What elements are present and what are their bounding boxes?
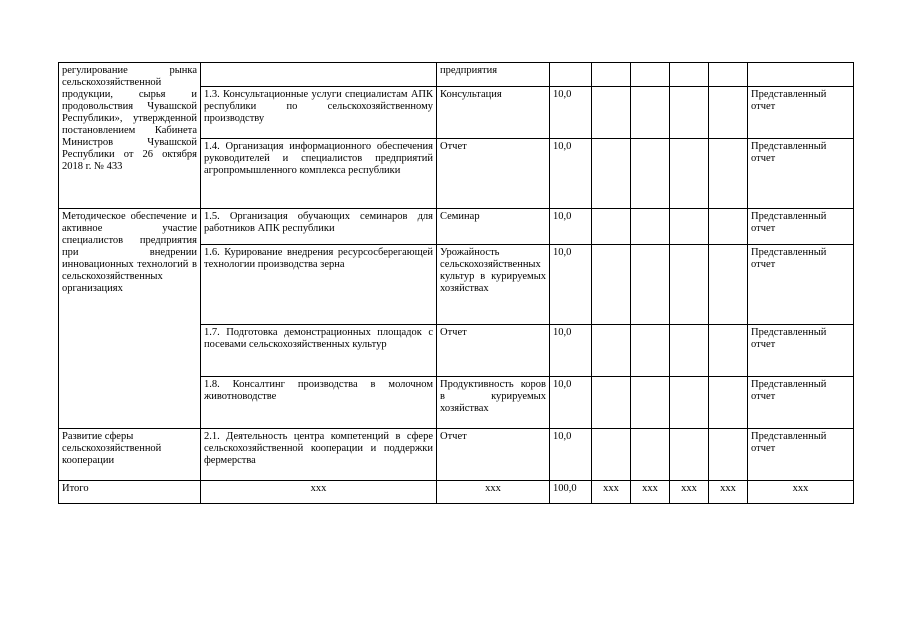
quarter-cell bbox=[631, 139, 670, 209]
indicator-text: предприятия bbox=[440, 65, 498, 76]
quarter-cell bbox=[709, 377, 748, 429]
indicator-cell bbox=[437, 63, 550, 87]
quarter-cell bbox=[631, 429, 670, 481]
table-row bbox=[59, 209, 854, 245]
result-cell bbox=[748, 139, 854, 209]
quarter-cell bbox=[670, 87, 709, 139]
task-cell bbox=[59, 209, 201, 429]
activity-text: 1.8. Консалтинг производства в молочном животноводстве bbox=[204, 379, 433, 402]
total-quarter-2: ххх bbox=[642, 483, 658, 494]
total-weight: 100,0 bbox=[553, 483, 577, 494]
quarter-cell bbox=[709, 139, 748, 209]
weight-text: 10,0 bbox=[553, 327, 572, 338]
total-result-cell bbox=[748, 481, 854, 504]
result-text: Представленный отчет bbox=[751, 141, 827, 164]
indicator-text: Продуктивность коров в курируемых хозяйствах bbox=[440, 379, 546, 414]
weight-cell bbox=[550, 63, 592, 87]
quarter-cell bbox=[670, 209, 709, 245]
total-weight-cell bbox=[550, 481, 592, 504]
activity-cell bbox=[201, 377, 437, 429]
quarter-cell bbox=[592, 209, 631, 245]
weight-text: 10,0 bbox=[553, 141, 572, 152]
table-row bbox=[59, 63, 854, 87]
quarter-cell bbox=[631, 377, 670, 429]
total-quarter-cell bbox=[631, 481, 670, 504]
activity-text: 1.7. Подготовка демонстрационных площадок с посевами сельскохозяйственных культур bbox=[204, 327, 433, 350]
quarter-cell bbox=[592, 377, 631, 429]
weight-text: 10,0 bbox=[553, 379, 572, 390]
quarter-cell bbox=[709, 325, 748, 377]
activity-text: 2.1. Деятельность центра компетенций в сфере сельскохозяйственной кооперации и поддержки фермерства bbox=[204, 431, 433, 466]
quarter-cell bbox=[631, 325, 670, 377]
quarter-cell bbox=[631, 209, 670, 245]
total-quarter-cell bbox=[709, 481, 748, 504]
quarter-cell bbox=[670, 63, 709, 87]
total-quarter-cell bbox=[670, 481, 709, 504]
weight-text: 10,0 bbox=[553, 431, 572, 442]
quarter-cell bbox=[592, 63, 631, 87]
activity-text: 1.5. Организация обучающих семинаров для работников АПК республики bbox=[204, 211, 433, 234]
activity-cell bbox=[201, 63, 437, 87]
activity-cell bbox=[201, 429, 437, 481]
quarter-cell bbox=[670, 139, 709, 209]
activity-text: 1.4. Организация информационного обеспечения руководителей и специалистов предприятий агропромышленного комплекса республики bbox=[204, 141, 433, 176]
indicator-cell bbox=[437, 209, 550, 245]
result-text: Представленный отчет bbox=[751, 247, 827, 270]
quarter-cell bbox=[670, 377, 709, 429]
result-cell bbox=[748, 87, 854, 139]
weight-text: 10,0 bbox=[553, 247, 572, 258]
quarter-cell bbox=[592, 139, 631, 209]
table-row bbox=[59, 429, 854, 481]
indicator-cell bbox=[437, 87, 550, 139]
total-result: ххх bbox=[792, 483, 809, 494]
total-activity-cell bbox=[201, 481, 437, 504]
activity-cell bbox=[201, 209, 437, 245]
result-cell bbox=[748, 63, 854, 87]
activity-text: 1.6. Курирование внедрения ресурсосберегающей технологии производства зерна bbox=[204, 247, 433, 270]
quarter-cell bbox=[592, 325, 631, 377]
result-cell bbox=[748, 325, 854, 377]
indicator-text: Отчет bbox=[440, 431, 467, 442]
weight-cell bbox=[550, 377, 592, 429]
total-quarter-cell bbox=[592, 481, 631, 504]
total-quarter-1: ххх bbox=[603, 483, 619, 494]
quarter-cell bbox=[631, 87, 670, 139]
quarter-cell bbox=[670, 325, 709, 377]
quarter-cell bbox=[670, 245, 709, 325]
result-text: Представленный отчет bbox=[751, 211, 827, 234]
total-indicator-cell bbox=[437, 481, 550, 504]
activity-cell bbox=[201, 325, 437, 377]
total-activity: ххх bbox=[310, 483, 327, 494]
quarter-cell bbox=[592, 87, 631, 139]
task-cell bbox=[59, 429, 201, 481]
indicator-cell bbox=[437, 429, 550, 481]
result-cell bbox=[748, 429, 854, 481]
task-cell bbox=[59, 63, 201, 209]
task-text: Методическое обеспечение и активное участие специалистов предприятия при внедрении инновационных технологий в сельскохозяйственных организациях bbox=[62, 211, 197, 294]
total-quarter-4: ххх bbox=[720, 483, 736, 494]
indicator-text: Семинар bbox=[440, 211, 480, 222]
weight-cell bbox=[550, 87, 592, 139]
weight-cell bbox=[550, 209, 592, 245]
quarter-cell bbox=[631, 63, 670, 87]
quarter-cell bbox=[709, 63, 748, 87]
indicator-cell bbox=[437, 245, 550, 325]
result-cell bbox=[748, 245, 854, 325]
quarter-cell bbox=[709, 209, 748, 245]
weight-cell bbox=[550, 245, 592, 325]
indicator-cell bbox=[437, 377, 550, 429]
weight-cell bbox=[550, 139, 592, 209]
result-text: Представленный отчет bbox=[751, 327, 827, 350]
quarter-cell bbox=[709, 245, 748, 325]
weight-cell bbox=[550, 429, 592, 481]
total-row bbox=[59, 481, 854, 504]
result-text: Представленный отчет bbox=[751, 379, 827, 402]
weight-text: 10,0 bbox=[553, 89, 572, 100]
total-indicator: ххх bbox=[485, 483, 501, 494]
indicator-text: Консультация bbox=[440, 89, 502, 100]
total-label-cell bbox=[59, 481, 201, 504]
activity-text: 1.3. Консультационные услуги специалистам АПК республики по сельскохозяйственному производству bbox=[204, 89, 433, 124]
result-text: Представленный отчет bbox=[751, 89, 827, 112]
quarter-cell bbox=[709, 87, 748, 139]
result-cell bbox=[748, 209, 854, 245]
indicator-text: Отчет bbox=[440, 141, 467, 152]
weight-cell bbox=[550, 325, 592, 377]
task-text: регулирование рынка сельскохозяйственной продукции, сырья и продовольствия Чувашской Республики», утвержденной постановлением Кабинета Министров Чувашской Республики от 26 октября 2018 г. № 433 bbox=[62, 65, 197, 172]
total-label: Итого bbox=[62, 483, 89, 494]
indicator-cell bbox=[437, 139, 550, 209]
quarter-cell bbox=[670, 429, 709, 481]
total-quarter-3: ххх bbox=[681, 483, 697, 494]
quarter-cell bbox=[592, 245, 631, 325]
indicator-text: Урожайность сельскохозяйственных культур в курируемых хозяйствах bbox=[440, 247, 546, 294]
result-text: Представленный отчет bbox=[751, 431, 827, 454]
activity-cell bbox=[201, 245, 437, 325]
quarter-cell bbox=[631, 245, 670, 325]
indicator-text: Отчет bbox=[440, 327, 467, 338]
task-text: Развитие сферы сельскохозяйственной кооперации bbox=[62, 431, 162, 466]
result-cell bbox=[748, 377, 854, 429]
activity-cell bbox=[201, 87, 437, 139]
activity-table bbox=[58, 62, 854, 504]
weight-text: 10,0 bbox=[553, 211, 572, 222]
quarter-cell bbox=[592, 429, 631, 481]
quarter-cell bbox=[709, 429, 748, 481]
activity-cell bbox=[201, 139, 437, 209]
indicator-cell bbox=[437, 325, 550, 377]
